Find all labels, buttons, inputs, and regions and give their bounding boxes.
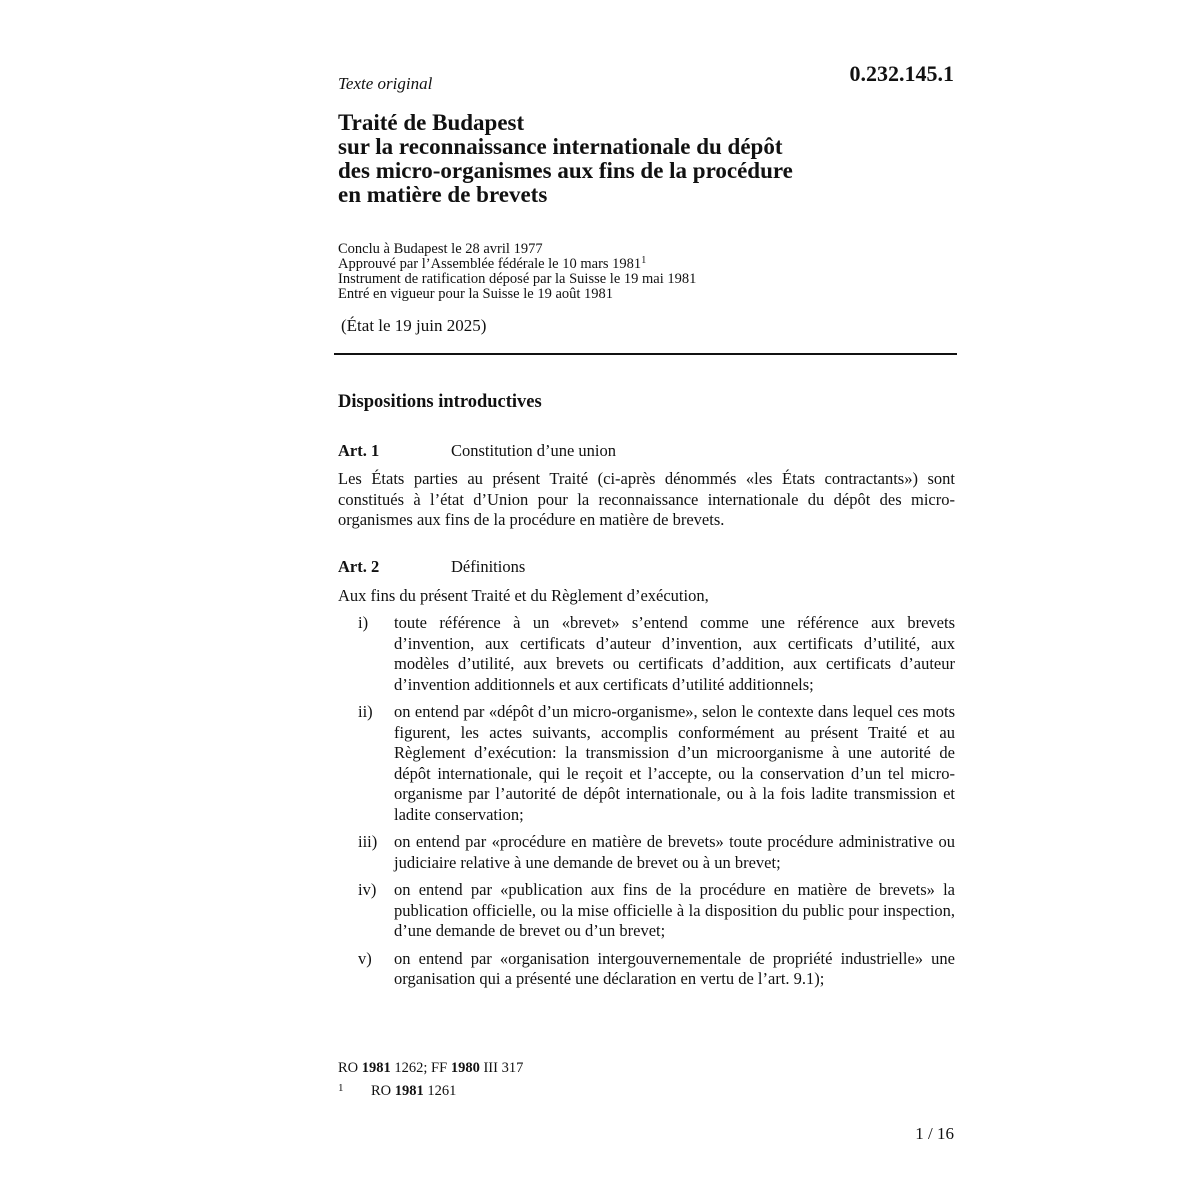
ratification-line: Instrument de ratification déposé par la Suisse le 19 mai 1981 bbox=[338, 271, 697, 287]
item-text: on entend par «dépôt d’un micro-organisme», selon le contexte dans lequel ces mots figurent, les actes suivants, accomplis conformément au présent Traité et au Règlement d’exécution: la transmission d’un microorganisme à une autorité de dépôt internationale, qui le reçoit et l’accepte, ou la conservation d’un tel micro-organisme par l’autorité de dépôt internationale, ou à la fois ladite transmission et ladite conservation; bbox=[394, 702, 955, 824]
definition-item bbox=[338, 949, 955, 990]
footnotes bbox=[338, 1058, 523, 1101]
item-text: on entend par «procédure en matière de brevets» toute procédure administrative ou judiciaire relative à une demande de brevet ou à un brevet; bbox=[394, 832, 955, 872]
article-title: Définitions bbox=[451, 557, 526, 576]
ro-label: RO bbox=[371, 1083, 392, 1099]
title-line: Traité de Budapest bbox=[338, 110, 525, 135]
definition-item bbox=[338, 702, 955, 825]
item-text: on entend par «publication aux fins de la procédure en matière de brevets» la publication officielle, ou la mise officielle à la disposition du public pour inspection, d’une demande de brevet ou d’un brevet; bbox=[394, 880, 955, 940]
item-number: iii) bbox=[358, 832, 378, 851]
original-text-label: Texte original bbox=[338, 74, 433, 93]
article-number: Art. 1 bbox=[338, 441, 380, 460]
article-1-heading bbox=[338, 441, 616, 461]
article-title: Constitution d’une union bbox=[451, 441, 616, 460]
ro-page: 1261 bbox=[427, 1083, 457, 1099]
page-number: 1 / 16 bbox=[915, 1124, 954, 1143]
title-line: des micro-organismes aux fins de la procédure bbox=[338, 158, 793, 183]
footnote-1 bbox=[338, 1078, 523, 1101]
concluded-line: Conclu à Budapest le 28 avril 1977 bbox=[338, 241, 543, 257]
treaty-metadata bbox=[338, 242, 696, 302]
article-1-text: Les États parties au présent Traité (ci-après dénommés «les États contractants») sont constitués à l’état d’Union pour la reconnaissance internationale du dépôt des micro-organismes aux fins de la procédure en matière de brevets. bbox=[338, 469, 955, 529]
item-text: on entend par «organisation intergouvernementale de propriété industrielle» une organisation qui a présenté une déclaration en vertu de l’art. 9.1); bbox=[394, 948, 955, 988]
definition-item bbox=[338, 880, 955, 942]
document-title bbox=[338, 111, 938, 207]
article-2-intro: Aux fins du présent Traité et du Règlement d’exécution, bbox=[338, 586, 709, 605]
ff-year: 1980 bbox=[450, 1060, 480, 1076]
ff-ref: III 317 bbox=[483, 1060, 524, 1076]
item-number: ii) bbox=[358, 702, 373, 721]
article-2-heading bbox=[338, 557, 525, 577]
header-divider bbox=[334, 353, 957, 355]
ro-year: 1981 bbox=[361, 1060, 391, 1076]
state-date: (État le 19 juin 2025) bbox=[341, 316, 487, 335]
footnote-number: 1 bbox=[338, 1082, 344, 1094]
section-heading: Dispositions introductives bbox=[338, 392, 542, 412]
definition-list bbox=[338, 613, 955, 997]
title-line: sur la reconnaissance internationale du dépôt bbox=[338, 134, 783, 159]
item-number: v) bbox=[358, 948, 372, 968]
source-reference bbox=[338, 1058, 523, 1078]
item-number: i) bbox=[358, 613, 369, 632]
ro-label: RO bbox=[338, 1060, 359, 1076]
article-number: Art. 2 bbox=[338, 557, 380, 576]
ro-page: 1262; FF bbox=[394, 1060, 448, 1076]
entry-into-force-line: Entré en vigueur pour la Suisse le 19 août 1981 bbox=[338, 286, 614, 302]
definition-item bbox=[338, 613, 955, 695]
definition-item bbox=[338, 832, 955, 873]
item-number: iv) bbox=[358, 880, 377, 899]
ro-year: 1981 bbox=[394, 1083, 424, 1099]
approved-line bbox=[338, 257, 696, 272]
document-number: 0.232.145.1 bbox=[849, 61, 954, 86]
item-text: toute référence à un «brevet» s’entend comme une référence aux brevets d’invention, aux certificats d’auteur d’invention, aux certificats d’utilité, aux modèles d’utilité, aux brevets ou certificats d’addition, aux certificats d’auteur d’invention additionnels et aux certificats d’utilité additionnels; bbox=[394, 613, 955, 694]
approved-text: Approuvé par l’Assemblée fédérale le 10 mars 1981 bbox=[338, 256, 642, 272]
footnote-ref[interactable]: 1 bbox=[641, 255, 647, 266]
title-line: en matière de brevets bbox=[338, 182, 548, 207]
